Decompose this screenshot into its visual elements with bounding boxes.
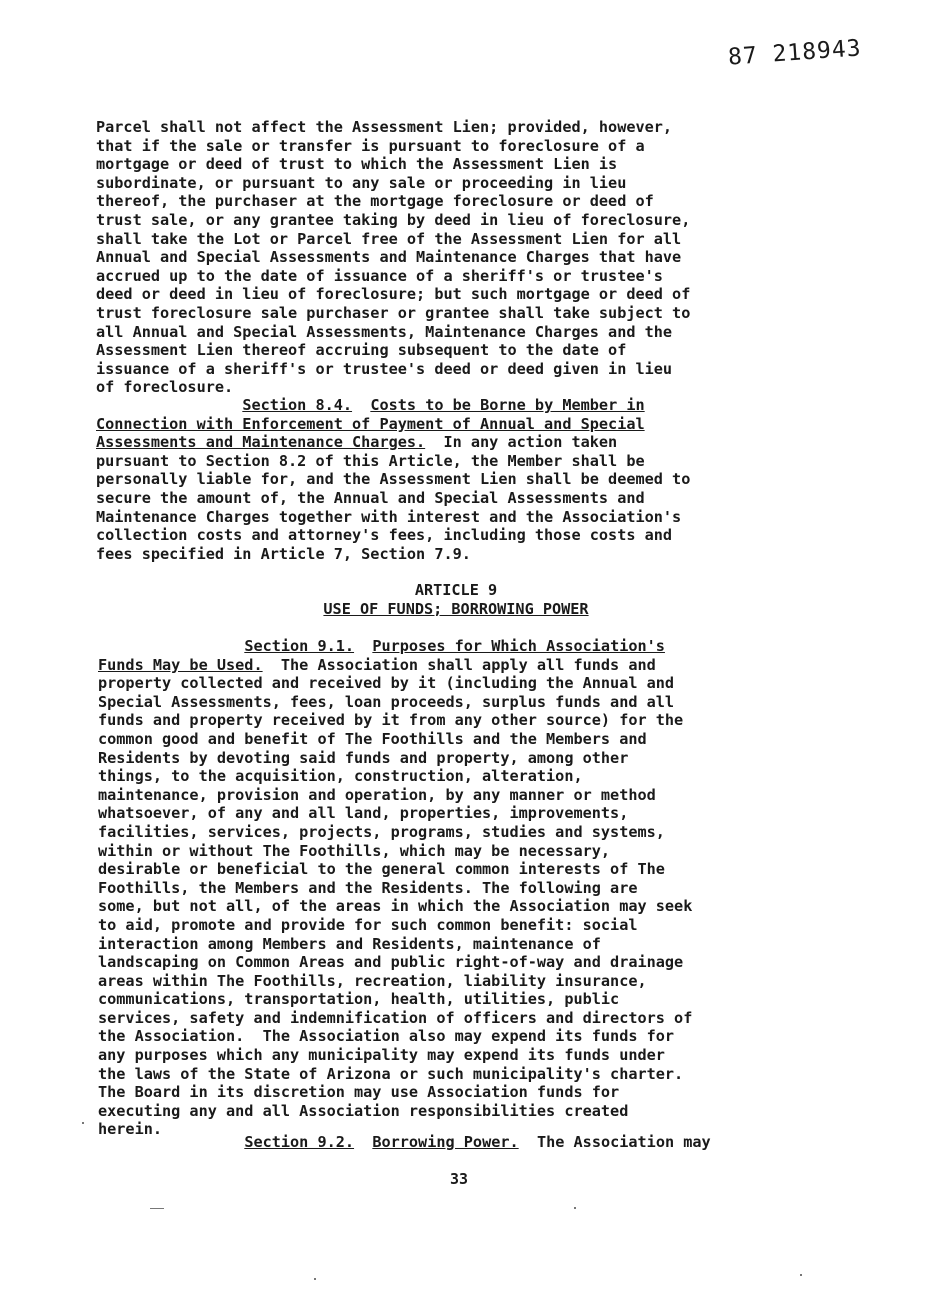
text-line: shall take the Lot or Parcel free of the Assessment Lien for all: [96, 229, 682, 248]
text-line: whatsoever, of any and all land, properties, improvements,: [98, 804, 629, 823]
text-line: desirable or beneficial to the general common interests of The: [98, 860, 665, 879]
text-line: to aid, promote and provide for such common benefit: social: [98, 915, 638, 934]
section-9-1-body: [98, 674, 692, 1138]
text-line: deed or deed in lieu of foreclosure; but such mortgage or deed of: [96, 285, 691, 304]
text-line: Special Assessments, fees, loan proceeds, surplus funds and all: [98, 692, 675, 711]
text-line: services, safety and indemnification of officers and directors of: [98, 1008, 693, 1027]
text-line: things, to the acquisition, construction, alteration,: [98, 767, 583, 786]
text-line: trust sale, or any grantee taking by deed in lieu of foreclosure,: [96, 210, 691, 229]
text-line: some, but not all, of the areas in which the Association may seek: [98, 897, 693, 916]
text-line: the laws of the State of Arizona or such municipality's charter.: [98, 1064, 684, 1083]
text-line: the Association. The Association also may expend its funds for: [98, 1027, 675, 1046]
text-line: The Board in its discretion may use Association funds for: [98, 1083, 620, 1102]
text-line: Annual and Special Assessments and Maintenance Charges that have: [96, 248, 682, 267]
text-line: that if the sale or transfer is pursuant to foreclosure of a: [96, 136, 645, 155]
text-line: areas within The Foothills, recreation, liability insurance,: [98, 971, 647, 990]
scan-speck: [574, 1207, 576, 1209]
text-line: communications, transportation, health, utilities, public: [98, 990, 620, 1009]
text-line: of foreclosure.: [96, 378, 234, 397]
section-9-2: [98, 1133, 828, 1152]
section-9-1: [98, 637, 828, 1139]
text-line: mortgage or deed of trust to which the Assessment Lien is: [96, 155, 618, 174]
section-8-4: [96, 396, 826, 563]
text-line: common good and benefit of The Foothills and the Members and: [98, 729, 647, 748]
text-line: accrued up to the date of issuance of a sheriff's or trustee's: [96, 266, 663, 285]
section-8-4-line3-text: In any action taken: [443, 433, 618, 452]
text-line: Maintenance Charges together with interest and the Association's: [96, 507, 682, 526]
text-line: all Annual and Special Assessments, Maintenance Charges and the: [96, 322, 673, 341]
section-8-4-label: Section 8.4.: [242, 396, 353, 414]
section-9-2-text: The Association may: [536, 1133, 711, 1151]
text-line: Foothills, the Members and the Residents. The following are: [98, 878, 638, 897]
text-line: funds and property received by it from any other source) for the: [98, 711, 684, 730]
section-8-4-heading-line3: Assessments and Maintenance Charges.: [96, 433, 426, 452]
section-8-4-heading-line1: Costs to be Borne by Member in: [370, 396, 645, 414]
text-line: landscaping on Common Areas and public right-of-way and drainage: [98, 953, 684, 972]
text-line: thereof, the purchaser at the mortgage foreclosure or deed of: [96, 192, 654, 211]
section-9-2-heading: Borrowing Power.: [372, 1133, 519, 1151]
section-8-4-body: [96, 452, 690, 563]
document-stamp-number: 87 218943: [727, 35, 863, 71]
text-line: subordinate, or pursuant to any sale or proceeding in lieu: [96, 173, 627, 192]
text-line: maintenance, provision and operation, by any manner or method: [98, 785, 656, 804]
scan-speck: [314, 1278, 316, 1280]
text-line: collection costs and attorney's fees, including those costs and: [96, 526, 673, 545]
section-9-1-heading-line1: Purposes for Which Association's: [372, 637, 665, 655]
section-8-4-heading-line2: Connection with Enforcement of Payment of Annual and Special: [96, 414, 645, 433]
text-line: Residents by devoting said funds and property, among other: [98, 748, 629, 767]
scan-speck: [82, 1122, 84, 1124]
text-line: interaction among Members and Residents, maintenance of: [98, 934, 601, 953]
text-line: Parcel shall not affect the Assessment Lien; provided, however,: [96, 118, 673, 136]
article-number: ARTICLE 9: [414, 581, 498, 599]
text-line: within or without The Foothills, which may be necessary,: [98, 841, 611, 860]
section-9-1-line2-text: The Association shall apply all funds and: [280, 655, 656, 674]
text-line: issuance of a sheriff's or trustee's deed or deed given in lieu: [96, 359, 673, 378]
page-number: 33: [450, 1170, 469, 1188]
text-line: fees specified in Article 7, Section 7.9.: [96, 544, 471, 563]
scan-speck: [800, 1274, 802, 1276]
text-line: any purposes which any municipality may expend its funds under: [98, 1046, 665, 1065]
text-line: personally liable for, and the Assessment Lien shall be deemed to: [96, 470, 691, 489]
text-line: pursuant to Section 8.2 of this Article, the Member shall be: [96, 451, 645, 470]
text-line: executing any and all Association responsibilities created: [98, 1101, 629, 1120]
text-line: secure the amount of, the Annual and Special Assessments and: [96, 488, 645, 507]
article-title: USE OF FUNDS; BORROWING POWER: [323, 600, 589, 618]
paragraph-lien-foreclosure: [96, 118, 826, 397]
scan-speck: [150, 1208, 164, 1209]
text-line: herein.: [98, 1120, 163, 1139]
text-line: facilities, services, projects, programs, studies and systems,: [98, 822, 665, 841]
text-line: property collected and received by it (including the Annual and: [98, 674, 675, 693]
section-9-1-label: Section 9.1.: [244, 637, 355, 655]
text-line: trust foreclosure sale purchaser or grantee shall take subject to: [96, 303, 691, 322]
section-9-1-heading-line2: Funds May be Used.: [98, 655, 263, 674]
text-line: Assessment Lien thereof accruing subsequent to the date of: [96, 341, 627, 360]
section-9-2-label: Section 9.2.: [244, 1133, 355, 1151]
